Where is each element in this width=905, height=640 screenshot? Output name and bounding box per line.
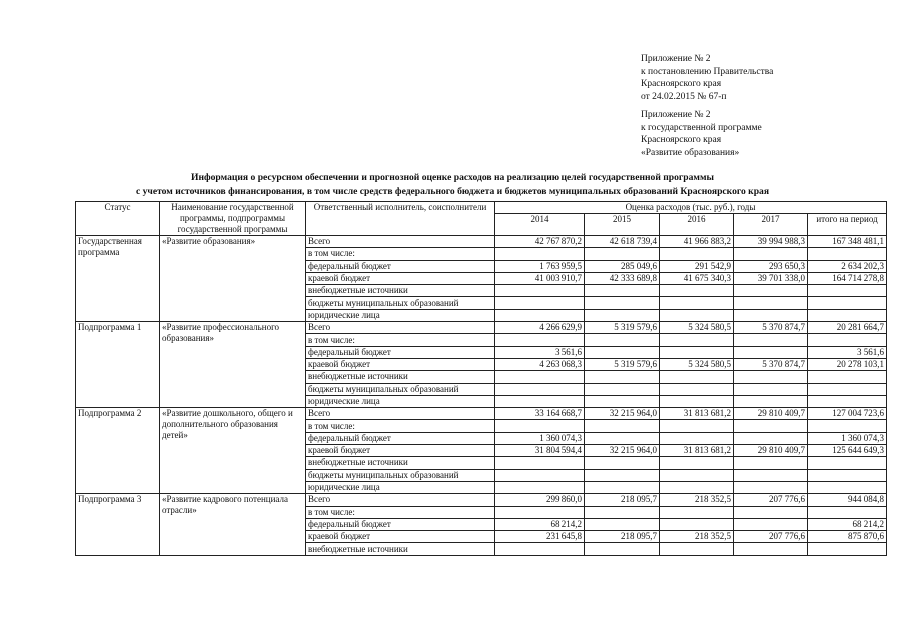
status-cell: Государственная программа xyxy=(76,236,160,322)
value-cell: 218 352,5 xyxy=(660,531,734,543)
value-cell xyxy=(495,297,585,309)
value-cell: 20 278 103,1 xyxy=(808,358,887,370)
header-year-2017: 2017 xyxy=(734,214,808,236)
value-cell: 5 324 580,5 xyxy=(660,322,734,334)
value-cell: 41 003 910,7 xyxy=(495,272,585,284)
table-row xyxy=(76,494,887,506)
appendix-line: к государственной программе xyxy=(641,122,762,133)
funding-source-cell: краевой бюджет xyxy=(306,272,495,284)
funding-source-cell: краевой бюджет xyxy=(306,445,495,457)
header-year-2015: 2015 xyxy=(585,214,660,236)
status-cell: Подпрограмма 1 xyxy=(76,322,160,408)
value-cell: 33 164 668,7 xyxy=(495,408,585,420)
table-header xyxy=(76,202,887,236)
value-cell xyxy=(660,543,734,555)
value-cell: 3 561,6 xyxy=(808,346,887,358)
value-cell: 875 870,6 xyxy=(808,531,887,543)
value-cell xyxy=(808,395,887,407)
value-cell xyxy=(585,309,660,321)
value-cell xyxy=(808,457,887,469)
value-cell: 218 095,7 xyxy=(585,531,660,543)
value-cell xyxy=(734,371,808,383)
title-line-1: Информация о ресурсном обеспечении и прогнозной оценке расходов на реализацию целей государственной программы xyxy=(191,172,714,183)
value-cell xyxy=(495,543,585,555)
value-cell: 4 263 068,3 xyxy=(495,358,585,370)
funding-source-cell: бюджеты муниципальных образований xyxy=(306,383,495,395)
header-year-2014: 2014 xyxy=(495,214,585,236)
value-cell xyxy=(734,420,808,432)
value-cell xyxy=(585,395,660,407)
value-cell xyxy=(734,395,808,407)
value-cell: 231 645,8 xyxy=(495,531,585,543)
header-status: Статус xyxy=(76,202,160,236)
value-cell: 68 214,2 xyxy=(495,518,585,530)
value-cell: 127 004 723,6 xyxy=(808,408,887,420)
document-title xyxy=(0,171,905,199)
funding-source-cell: федеральный бюджет xyxy=(306,346,495,358)
value-cell: 207 776,6 xyxy=(734,531,808,543)
value-cell xyxy=(734,334,808,346)
funding-source-cell: юридические лица xyxy=(306,481,495,493)
value-cell xyxy=(808,383,887,395)
value-cell xyxy=(495,395,585,407)
title-line-2: с учетом источников финансирования, в том числе средств федерального бюджета и бюджетов муниципальных образований Красноярского края xyxy=(135,186,770,197)
value-cell: 31 813 681,2 xyxy=(660,408,734,420)
value-cell xyxy=(495,248,585,260)
value-cell: 5 370 874,7 xyxy=(734,322,808,334)
program-name-cell: «Развитие дошкольного, общего и дополнительного образования детей» xyxy=(160,408,306,494)
funding-source-cell: в том числе: xyxy=(306,248,495,260)
funding-source-cell: федеральный бюджет xyxy=(306,260,495,272)
value-cell xyxy=(660,457,734,469)
value-cell xyxy=(585,371,660,383)
value-cell xyxy=(660,334,734,346)
value-cell: 31 813 681,2 xyxy=(660,445,734,457)
value-cell xyxy=(660,346,734,358)
table-body xyxy=(76,236,887,556)
status-cell: Подпрограмма 2 xyxy=(76,408,160,494)
header-estimate: Оценка расходов (тыс. руб.), годы xyxy=(495,202,887,214)
value-cell xyxy=(585,383,660,395)
appendix-line: к постановлению Правительства xyxy=(641,66,774,77)
value-cell xyxy=(734,457,808,469)
funding-source-cell: краевой бюджет xyxy=(306,531,495,543)
value-cell: 218 095,7 xyxy=(585,494,660,506)
funding-source-cell: юридические лица xyxy=(306,395,495,407)
value-cell xyxy=(660,371,734,383)
funding-source-cell: Всего xyxy=(306,322,495,334)
value-cell: 4 266 629,9 xyxy=(495,322,585,334)
value-cell xyxy=(734,469,808,481)
value-cell xyxy=(585,346,660,358)
value-cell xyxy=(495,506,585,518)
table-row xyxy=(76,408,887,420)
value-cell xyxy=(808,334,887,346)
value-cell xyxy=(585,518,660,530)
funding-source-cell: федеральный бюджет xyxy=(306,518,495,530)
value-cell xyxy=(808,543,887,555)
value-cell xyxy=(734,543,808,555)
funding-source-cell: юридические лица xyxy=(306,309,495,321)
value-cell xyxy=(660,432,734,444)
value-cell: 291 542,9 xyxy=(660,260,734,272)
funding-source-cell: в том числе: xyxy=(306,420,495,432)
value-cell: 42 767 870,2 xyxy=(495,236,585,248)
value-cell xyxy=(734,506,808,518)
funding-source-cell: внебюджетные источники xyxy=(306,457,495,469)
appendix-line: Приложение № 2 xyxy=(641,110,711,120)
value-cell xyxy=(660,518,734,530)
value-cell xyxy=(660,395,734,407)
header-total-period: итого на период xyxy=(808,214,887,236)
funding-source-cell: краевой бюджет xyxy=(306,358,495,370)
value-cell: 285 049,6 xyxy=(585,260,660,272)
value-cell: 5 319 579,6 xyxy=(585,358,660,370)
value-cell: 299 860,0 xyxy=(495,494,585,506)
value-cell xyxy=(734,432,808,444)
funding-source-cell: в том числе: xyxy=(306,506,495,518)
value-cell xyxy=(585,432,660,444)
resource-table xyxy=(75,201,887,556)
funding-source-cell: в том числе: xyxy=(306,334,495,346)
value-cell: 207 776,6 xyxy=(734,494,808,506)
value-cell xyxy=(495,309,585,321)
status-cell: Подпрограмма 3 xyxy=(76,494,160,555)
program-name-cell: «Развитие образования» xyxy=(160,236,306,322)
value-cell xyxy=(585,334,660,346)
funding-source-cell: внебюджетные источники xyxy=(306,285,495,297)
value-cell: 31 804 594,4 xyxy=(495,445,585,457)
value-cell: 32 215 964,0 xyxy=(585,408,660,420)
value-cell xyxy=(660,309,734,321)
value-cell: 39 994 988,3 xyxy=(734,236,808,248)
value-cell xyxy=(495,481,585,493)
value-cell xyxy=(660,383,734,395)
appendix-line: Красноярского края xyxy=(641,79,722,89)
value-cell xyxy=(808,309,887,321)
value-cell xyxy=(585,420,660,432)
value-cell: 5 324 580,5 xyxy=(660,358,734,370)
funding-source-cell: бюджеты муниципальных образований xyxy=(306,469,495,481)
value-cell: 41 966 883,2 xyxy=(660,236,734,248)
value-cell xyxy=(734,309,808,321)
value-cell xyxy=(585,469,660,481)
value-cell: 944 084,8 xyxy=(808,494,887,506)
value-cell xyxy=(585,481,660,493)
funding-source-cell: федеральный бюджет xyxy=(306,432,495,444)
appendix-program xyxy=(641,109,773,159)
header-year-2016: 2016 xyxy=(660,214,734,236)
program-name-cell: «Развитие кадрового потенциала отрасли» xyxy=(160,494,306,555)
funding-source-cell: внебюджетные источники xyxy=(306,543,495,555)
value-cell xyxy=(734,383,808,395)
value-cell xyxy=(585,248,660,260)
funding-source-cell: бюджеты муниципальных образований xyxy=(306,297,495,309)
value-cell xyxy=(734,297,808,309)
value-cell xyxy=(808,469,887,481)
value-cell xyxy=(585,297,660,309)
funding-source-cell: Всего xyxy=(306,494,495,506)
header-program-name: Наименование государственной программы, подпрограммы государственной программы xyxy=(160,202,306,236)
funding-source-cell: Всего xyxy=(306,408,495,420)
value-cell xyxy=(734,346,808,358)
value-cell: 218 352,5 xyxy=(660,494,734,506)
value-cell xyxy=(495,457,585,469)
value-cell xyxy=(734,518,808,530)
value-cell xyxy=(808,285,887,297)
value-cell: 1 763 959,5 xyxy=(495,260,585,272)
appendix-resolution xyxy=(641,53,773,103)
value-cell xyxy=(808,248,887,260)
appendix-line: Приложение № 2 xyxy=(641,54,711,64)
value-cell xyxy=(585,285,660,297)
table-row xyxy=(76,322,887,334)
funding-source-cell: внебюджетные источники xyxy=(306,371,495,383)
header-executor: Ответственный исполнитель, соисполнители xyxy=(306,202,495,236)
value-cell: 1 360 074,3 xyxy=(495,432,585,444)
value-cell xyxy=(495,420,585,432)
value-cell: 3 561,6 xyxy=(495,346,585,358)
appendix-line: «Развитие образования» xyxy=(641,147,740,158)
value-cell xyxy=(808,371,887,383)
table-row xyxy=(76,236,887,248)
value-cell: 42 333 689,8 xyxy=(585,272,660,284)
value-cell: 32 215 964,0 xyxy=(585,445,660,457)
value-cell: 164 714 278,8 xyxy=(808,272,887,284)
value-cell xyxy=(660,506,734,518)
value-cell xyxy=(660,420,734,432)
value-cell: 41 675 340,3 xyxy=(660,272,734,284)
value-cell: 29 810 409,7 xyxy=(734,408,808,420)
value-cell xyxy=(660,248,734,260)
value-cell xyxy=(808,420,887,432)
value-cell xyxy=(585,543,660,555)
appendix-line: от 24.02.2015 № 67-п xyxy=(641,91,727,102)
value-cell: 5 370 874,7 xyxy=(734,358,808,370)
value-cell xyxy=(495,285,585,297)
value-cell: 39 701 338,0 xyxy=(734,272,808,284)
value-cell: 42 618 739,4 xyxy=(585,236,660,248)
value-cell: 1 360 074,3 xyxy=(808,432,887,444)
value-cell: 29 810 409,7 xyxy=(734,445,808,457)
program-name-cell: «Развитие профессионального образования» xyxy=(160,322,306,408)
value-cell xyxy=(660,481,734,493)
value-cell xyxy=(734,285,808,297)
value-cell: 68 214,2 xyxy=(808,518,887,530)
value-cell xyxy=(660,285,734,297)
value-cell xyxy=(808,506,887,518)
value-cell: 125 644 649,3 xyxy=(808,445,887,457)
value-cell xyxy=(808,481,887,493)
value-cell xyxy=(808,297,887,309)
value-cell xyxy=(585,457,660,469)
value-cell: 293 650,3 xyxy=(734,260,808,272)
value-cell: 20 281 664,7 xyxy=(808,322,887,334)
appendix-note xyxy=(641,53,773,165)
appendix-line: Красноярского края xyxy=(641,135,722,145)
value-cell: 167 348 481,1 xyxy=(808,236,887,248)
value-cell xyxy=(495,383,585,395)
value-cell: 2 634 202,3 xyxy=(808,260,887,272)
value-cell xyxy=(495,469,585,481)
value-cell xyxy=(734,248,808,260)
value-cell xyxy=(585,506,660,518)
value-cell xyxy=(660,297,734,309)
value-cell xyxy=(495,334,585,346)
value-cell xyxy=(495,371,585,383)
value-cell: 5 319 579,6 xyxy=(585,322,660,334)
value-cell xyxy=(734,481,808,493)
funding-source-cell: Всего xyxy=(306,236,495,248)
value-cell xyxy=(660,469,734,481)
